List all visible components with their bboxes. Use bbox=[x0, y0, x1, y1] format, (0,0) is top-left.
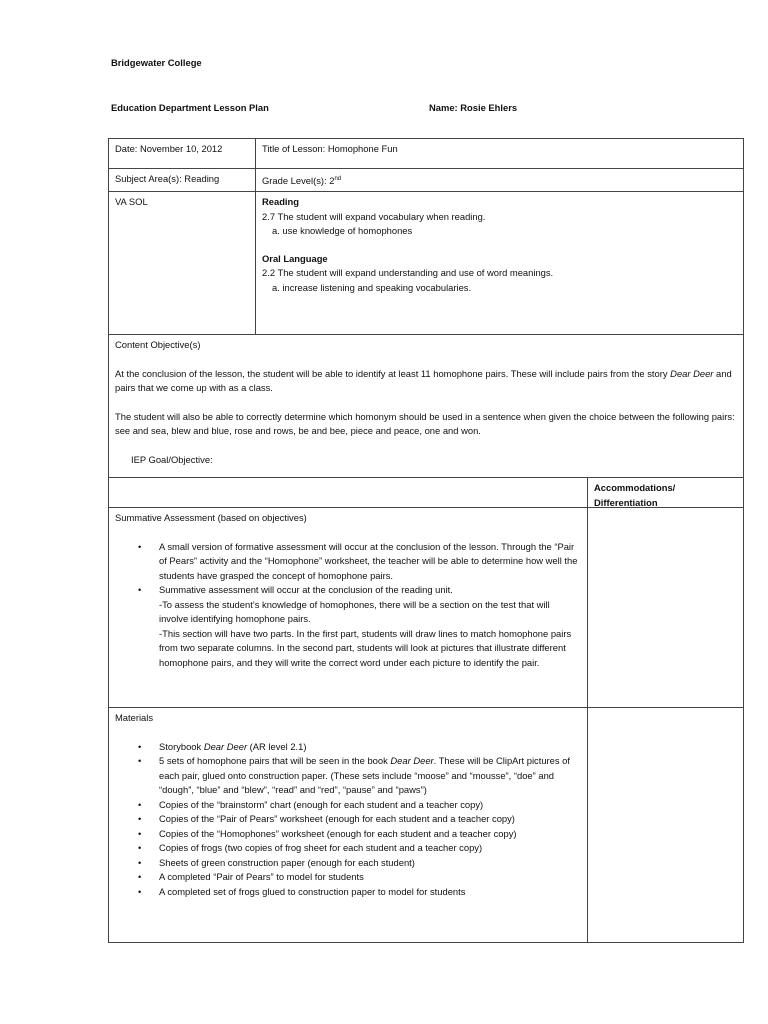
grade-superscript: nd bbox=[334, 176, 342, 182]
materials-list bbox=[115, 740, 581, 900]
accommodations-header-blank bbox=[109, 478, 588, 507]
row-subject-grade bbox=[109, 169, 743, 192]
list-item: • Summative assessment will occur at the conclusion of the reading unit. -To assess the student’s knowledge of homophones, there will be a section on the test that will involve identifying homophone pairs. -This section will have two parts. In the first part, students will draw lines to match homophone pairs from two separate columns. In the second part, students will look at pictures that illustrate different homophone pairs, and they will write the correct word under each picture to identify the pair. bbox=[138, 584, 572, 668]
oral-substandard: a. increase listening and speaking vocabularies. bbox=[272, 281, 472, 293]
summative-list bbox=[115, 540, 581, 671]
row-content-objectives bbox=[109, 335, 743, 478]
summative-assessment-cell bbox=[109, 508, 588, 707]
college-name: Bridgewater College bbox=[111, 57, 202, 68]
row-date-title bbox=[109, 139, 743, 169]
list-item: • Storybook Dear Deer (AR level 2.1) bbox=[138, 740, 307, 752]
materials-heading: Materials bbox=[115, 712, 154, 723]
summative-accommodations-cell bbox=[588, 508, 743, 707]
row-accommodations-header bbox=[109, 478, 743, 508]
reading-substandard: a. use knowledge of homophones bbox=[272, 225, 413, 236]
lesson-plan-table bbox=[108, 138, 744, 943]
list-item: • Sheets of green construction paper (enough for each student) bbox=[138, 856, 415, 868]
oral-standard: 2.2 The student will expand understanding and use of word meanings. bbox=[262, 267, 554, 278]
objective-paragraph-2: The student will also be able to correctly determine which homonym should be used in a sentence when given the choice between the following pairs: see and sea, blew and blue, rose and rows, be and bee, piece and peace, one and won. bbox=[115, 410, 735, 436]
objective-paragraph-1: At the conclusion of the lesson, the student will be able to identify at least 11 homophone pairs. These will include pairs from the story Dear Deer and pairs that we come up with as a class. bbox=[115, 367, 732, 393]
list-item: • Copies of the “Homophones” worksheet (enough for each student and a teacher copy) bbox=[138, 827, 517, 839]
subject-cell: Subject Area(s): Reading bbox=[109, 169, 256, 191]
name-label: Name: bbox=[429, 102, 458, 113]
list-item: • A completed set of frogs glued to construction paper to model for students bbox=[138, 885, 466, 897]
list-item: • 5 sets of homophone pairs that will be seen in the book Dear Deer. These will be ClipArt pictures of each pair, glued onto construction paper. (These sets include “moose” and “mousse”, “doe” and “dough”, “blue” and “blew”, “read” and “red”, “pause” and “paws”) bbox=[138, 755, 570, 795]
summative-heading: Summative Assessment (based on objectives) bbox=[115, 512, 307, 523]
row-summative-assessment bbox=[109, 508, 743, 708]
list-item: • Copies of the “brainstorm” chart (enough for each student and a teacher copy) bbox=[138, 798, 484, 810]
plan-title: Education Department Lesson Plan bbox=[111, 102, 269, 113]
row-va-sol bbox=[109, 192, 743, 335]
content-objectives-cell bbox=[109, 335, 743, 477]
lesson-title-cell: Title of Lesson: Homophone Fun bbox=[262, 143, 398, 154]
va-sol-label: VA SOL bbox=[109, 192, 256, 334]
bullet-icon: • bbox=[138, 540, 142, 552]
grade-cell bbox=[256, 169, 743, 191]
content-objective-heading: Content Objective(s) bbox=[115, 339, 201, 350]
grade-text: Grade Level(s): 2 bbox=[262, 175, 335, 187]
date-cell: Date: November 10, 2012 bbox=[109, 139, 256, 168]
list-item: • A small version of formative assessment will occur at the conclusion of the lesson. Through the “Pair of Pears” activity and the “Homophone” worksheet, the teacher will be able to determine how well the students have grasped the concept of homophone pairs. bbox=[138, 540, 578, 581]
materials-accommodations-cell bbox=[588, 708, 743, 942]
reading-standard: 2.7 The student will expand vocabulary when reading. bbox=[262, 210, 486, 222]
accommodations-label: Accommodations/ Differentiation bbox=[594, 482, 676, 508]
list-item: • A completed “Pair of Pears” to model for students bbox=[138, 871, 364, 882]
row-materials bbox=[109, 708, 743, 942]
va-sol-content bbox=[256, 192, 743, 334]
list-item: • Copies of the “Pair of Pears” worksheet (enough for each student and a teacher copy) bbox=[138, 813, 515, 824]
reading-heading: Reading bbox=[262, 196, 299, 207]
list-item: • Copies of frogs (two copies of frog sheet for each student and a teacher copy) bbox=[138, 842, 483, 853]
materials-cell bbox=[109, 708, 588, 942]
bullet-icon: • bbox=[138, 584, 142, 595]
iep-goal-label: IEP Goal/Objective: bbox=[131, 453, 213, 465]
name-value: Rosie Ehlers bbox=[460, 102, 518, 113]
oral-language-heading: Oral Language bbox=[262, 252, 328, 264]
author-name bbox=[429, 102, 517, 113]
